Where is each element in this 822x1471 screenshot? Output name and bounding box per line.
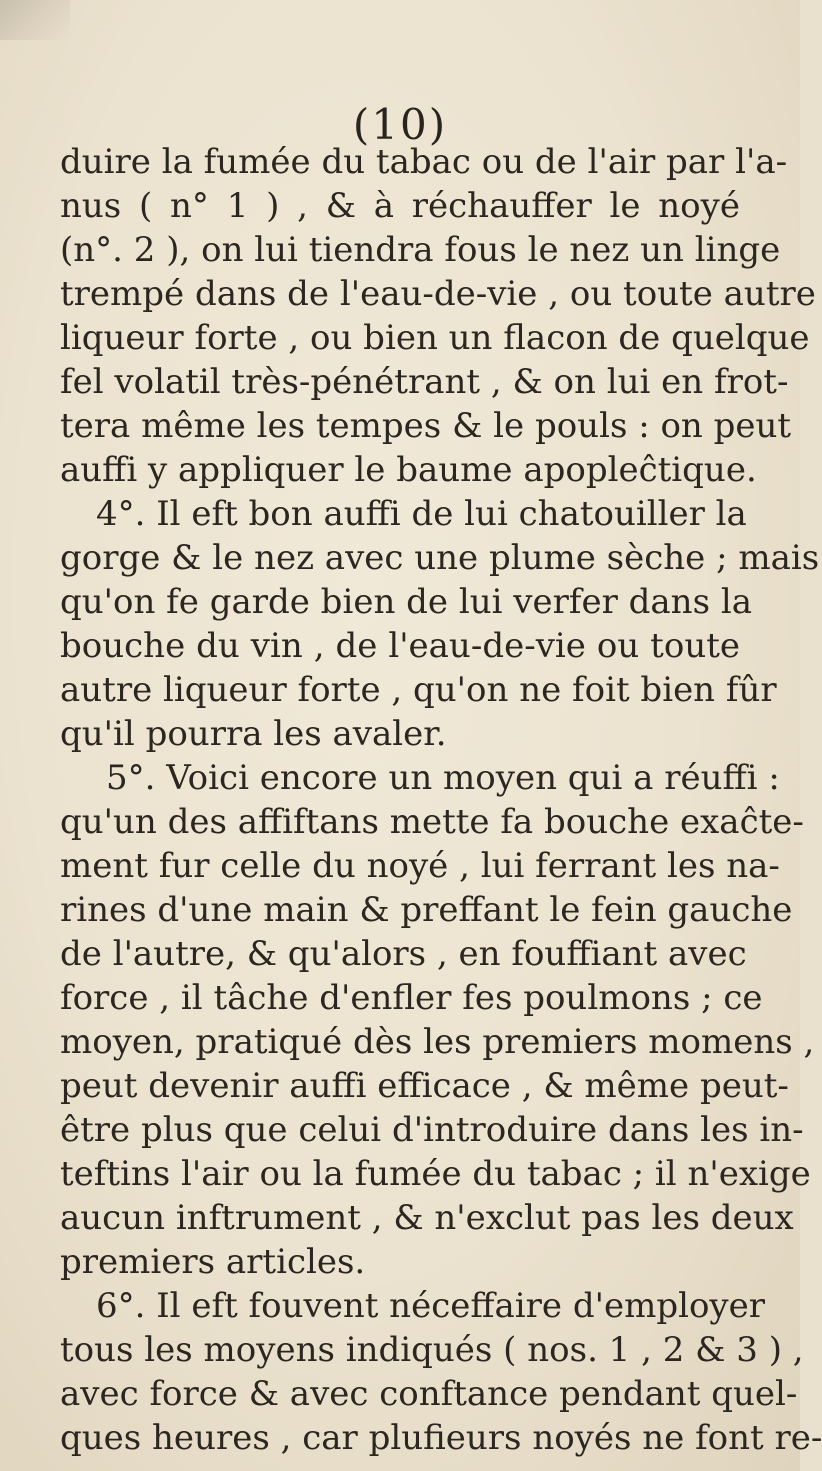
text-line: tera même les tempes & le pouls : on peut [60, 406, 792, 446]
text-line: qu'un des affiftans mette fa bouche exaĉte- [60, 802, 804, 842]
text-line: (n°. 2 ), on lui tiendra fous le nez un linge [60, 230, 781, 270]
text-line: duire la fumée du tabac ou de l'air par l'a- [60, 142, 788, 182]
text-line: tous les moyens indiqués ( nos. 1 , 2 & 3 ) , [60, 1330, 804, 1370]
text-line: rines d'une main & preffant le fein gauche [60, 890, 793, 930]
text-line: auffi y appliquer le baume apopleĉtique. [60, 450, 757, 490]
text-line: nus ( n° 1 ) , & à réchauffer le noyé [60, 186, 740, 226]
text-line: fel volatil très-pénétrant , & on lui en frot- [60, 362, 789, 402]
page-number: (10) [352, 100, 448, 149]
text-line: teftins l'air ou la fumée du tabac ; il n'exige [60, 1154, 811, 1194]
paragraph-start-5: 5°. Voici encore un moyen qui a réuffi : [106, 758, 780, 798]
paragraph-start-6: 6°. Il eft fouvent néceffaire d'employer [96, 1286, 766, 1326]
text-line: moyen, pratiqué dès les premiers momens , [60, 1022, 815, 1062]
text-line: gorge & le nez avec une plume sèche ; mais [60, 538, 820, 578]
text-line: ques heures , car plufieurs noyés ne font re- [60, 1418, 822, 1458]
text-line: autre liqueur forte , qu'on ne foit bien fûr [60, 670, 777, 710]
text-line: qu'il pourra les avaler. [60, 714, 447, 754]
text-line: force , il tâche d'enfler fes poulmons ; ce [60, 978, 763, 1018]
text-line: liqueur forte , ou bien un flacon de quelque [60, 318, 810, 358]
text-line: bouche du vin , de l'eau-de-vie ou toute [60, 626, 740, 666]
text-line: trempé dans de l'eau-de-vie , ou toute autre [60, 274, 816, 314]
text-line: premiers articles. [60, 1242, 366, 1282]
paragraph-start-4: 4°. Il eft bon auffi de lui chatouiller la [96, 494, 747, 534]
text-line: de l'autre, & qu'alors , en fouffiant avec [60, 934, 747, 974]
text-line: aucun inftrument , & n'exclut pas les deux [60, 1198, 794, 1238]
text-line: avec force & avec conftance pendant quel- [60, 1374, 798, 1414]
text-line: ment fur celle du noyé , lui ferrant les na- [60, 846, 780, 886]
text-line: peut devenir auffi efficace , & même peut- [60, 1066, 789, 1106]
text-line: qu'on fe garde bien de lui verfer dans la [60, 582, 752, 622]
text-line: être plus que celui d'introduire dans les in- [60, 1110, 804, 1150]
